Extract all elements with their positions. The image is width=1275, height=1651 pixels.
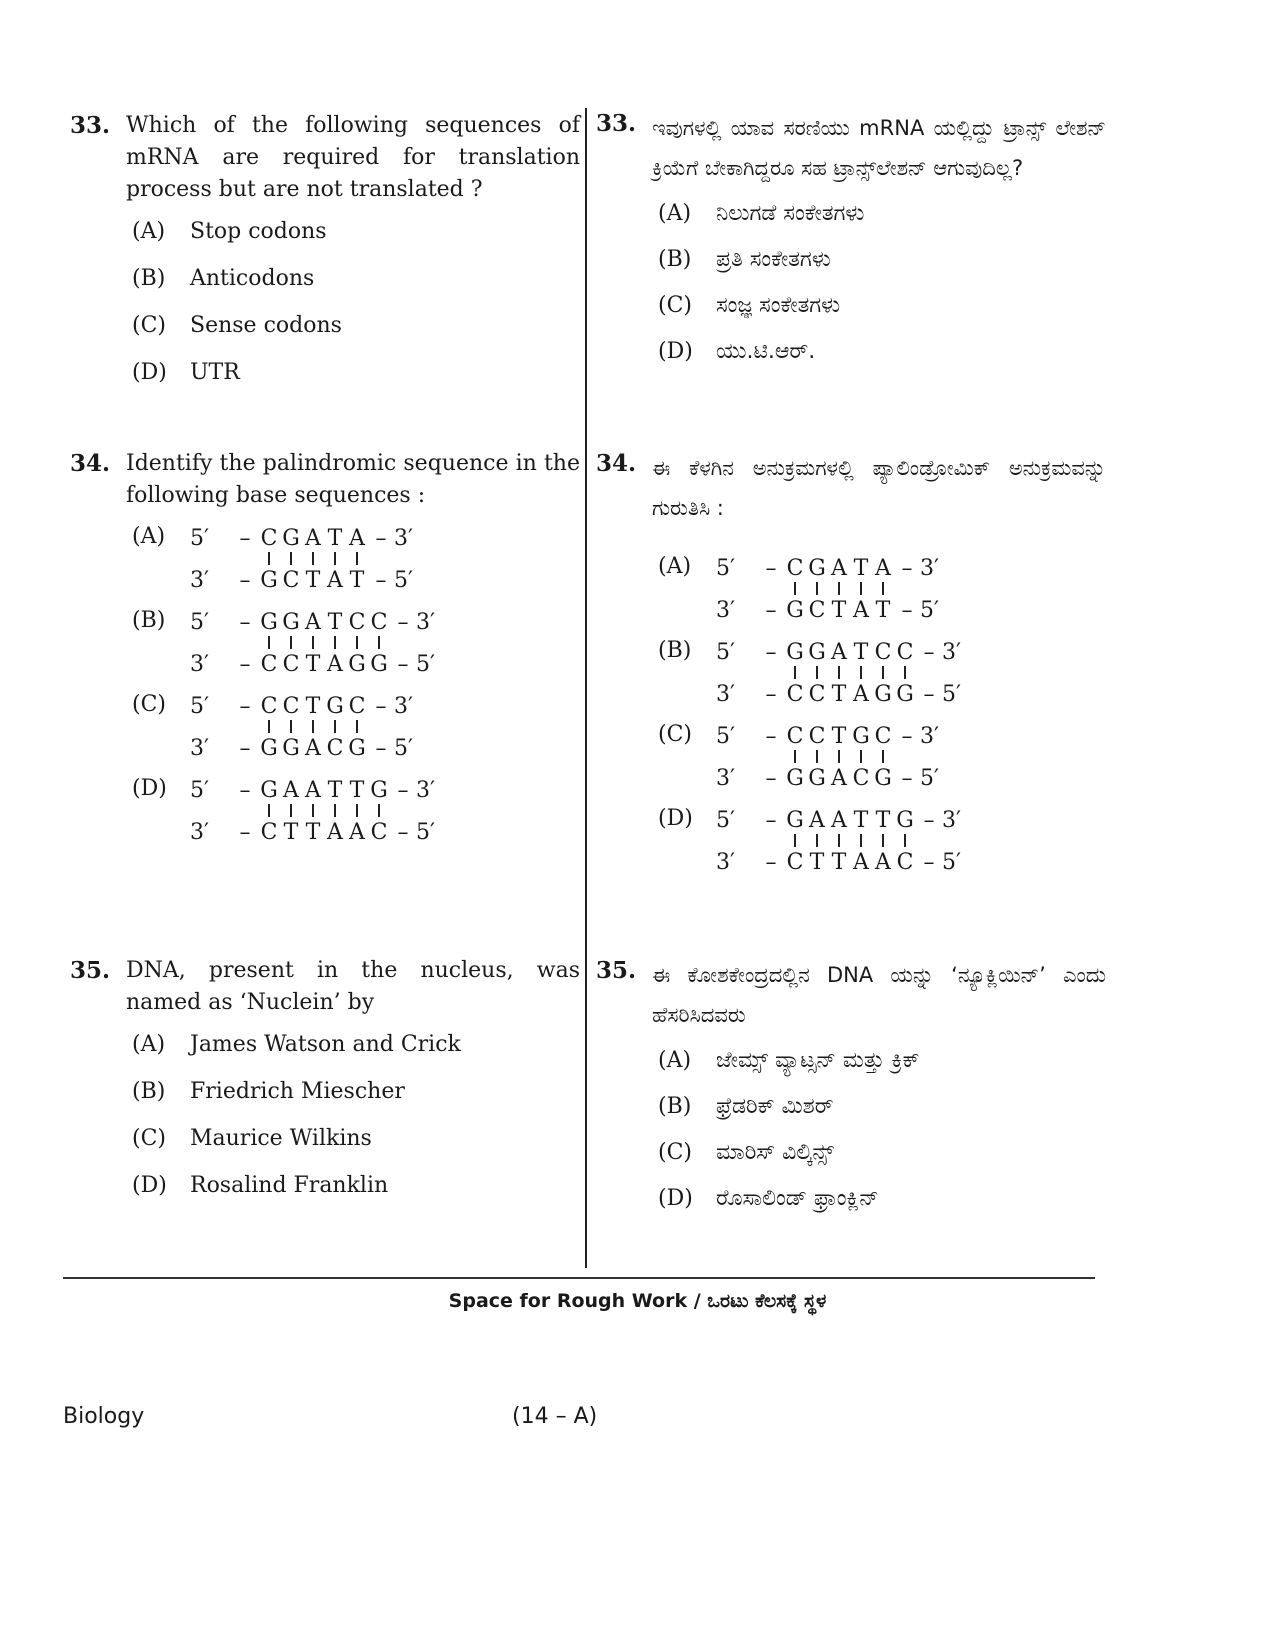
option-d: (D) ಯು.ಟಿ.ಆರ್. bbox=[658, 339, 816, 364]
base: G bbox=[260, 609, 278, 635]
dash: – bbox=[765, 807, 777, 833]
base: T bbox=[305, 567, 321, 593]
dash: – bbox=[923, 681, 935, 707]
option-b: (B) ಫ್ರೆಡರಿಕ್ ಮಿಶರ್ bbox=[658, 1094, 834, 1119]
base: T bbox=[809, 849, 825, 875]
base-pair-bonds bbox=[258, 636, 458, 650]
strand-end-label: 3′ bbox=[190, 651, 209, 677]
base: A bbox=[875, 849, 891, 875]
strand-end-label: 5′ bbox=[394, 735, 413, 761]
base: C bbox=[896, 849, 914, 875]
dash: – bbox=[765, 597, 777, 623]
base: G bbox=[326, 693, 344, 719]
question-35-kn bbox=[596, 955, 1106, 1233]
bond-line bbox=[894, 666, 916, 680]
top-strand bbox=[716, 806, 984, 834]
option-d: (D) UTR bbox=[132, 360, 240, 385]
base: A bbox=[283, 777, 299, 803]
bottom-strand bbox=[716, 680, 984, 708]
base: G bbox=[260, 777, 278, 803]
base: G bbox=[852, 723, 870, 749]
option-c: (C) Maurice Wilkins bbox=[132, 1126, 372, 1151]
base: C bbox=[260, 525, 278, 551]
option-a: (A) James Watson and Crick bbox=[132, 1032, 461, 1057]
bond-line bbox=[368, 804, 390, 818]
strand-end-label: 3′ bbox=[920, 555, 939, 581]
option-c: (C) Sense codons bbox=[132, 313, 342, 338]
option-label: (C) bbox=[132, 692, 166, 717]
sequence-options bbox=[70, 524, 580, 846]
base: G bbox=[786, 765, 804, 791]
base: T bbox=[305, 819, 321, 845]
bottom-strand bbox=[190, 566, 436, 594]
base: G bbox=[282, 609, 300, 635]
top-strand bbox=[190, 608, 458, 636]
strand-end-label: 3′ bbox=[190, 567, 209, 593]
base: T bbox=[349, 777, 365, 803]
base-pair-bonds bbox=[784, 582, 962, 596]
base: A bbox=[305, 525, 321, 551]
base: T bbox=[853, 807, 869, 833]
bottom-strand bbox=[190, 818, 458, 846]
base: A bbox=[809, 807, 825, 833]
dash: – bbox=[239, 525, 251, 551]
bond-line bbox=[258, 720, 280, 734]
dna-duplex bbox=[190, 608, 458, 678]
question-number: 35. bbox=[596, 957, 637, 984]
strand-end-label: 3′ bbox=[716, 681, 735, 707]
question-33-kn bbox=[596, 108, 1106, 386]
base: A bbox=[349, 819, 365, 845]
bond-line bbox=[324, 804, 346, 818]
dash: – bbox=[765, 681, 777, 707]
top-strand bbox=[716, 638, 984, 666]
bond-line bbox=[302, 720, 324, 734]
option-b: (B) Anticodons bbox=[132, 266, 315, 291]
option-label: (C) bbox=[658, 722, 692, 747]
bond-line bbox=[828, 750, 850, 764]
bond-line bbox=[784, 582, 806, 596]
base: A bbox=[853, 597, 869, 623]
base: A bbox=[349, 525, 365, 551]
base: G bbox=[282, 735, 300, 761]
strand-end-label: 3′ bbox=[416, 609, 435, 635]
dash: – bbox=[765, 765, 777, 791]
dash: – bbox=[923, 639, 935, 665]
bond-line bbox=[850, 834, 872, 848]
bond-line bbox=[324, 720, 346, 734]
bond-line bbox=[258, 636, 280, 650]
dash: – bbox=[239, 819, 251, 845]
question-text: DNA, present in the nucleus, was named as ‘Nuclein’ by bbox=[126, 958, 580, 1015]
option-c: (C) ಮಾರಿಸ್ ವಿಲ್ಕಿನ್ಸ್ bbox=[658, 1140, 834, 1165]
dna-duplex bbox=[716, 554, 962, 624]
dna-duplex bbox=[190, 776, 458, 846]
dash: – bbox=[901, 723, 913, 749]
bond-line bbox=[872, 750, 894, 764]
base: C bbox=[370, 609, 388, 635]
base: T bbox=[831, 723, 847, 749]
rough-work-label: Space for Rough Work / ಒರಟು ಕೆಲಸಕ್ಕೆ ಸ್ಥಳ bbox=[448, 1290, 827, 1312]
base: T bbox=[875, 807, 891, 833]
bond-line bbox=[346, 720, 368, 734]
base: G bbox=[896, 807, 914, 833]
base-pair-bonds bbox=[258, 804, 458, 818]
base: A bbox=[831, 555, 847, 581]
bond-line bbox=[368, 636, 390, 650]
dna-duplex bbox=[716, 806, 984, 876]
dash: – bbox=[239, 609, 251, 635]
bond-line bbox=[850, 582, 872, 596]
base: G bbox=[786, 807, 804, 833]
strand-end-label: 3′ bbox=[942, 807, 961, 833]
option-c: (C) ಸಂಜ್ಞ ಸಂಕೇತಗಳು bbox=[658, 293, 841, 318]
page-number: (14 – A) bbox=[512, 1404, 598, 1429]
base: C bbox=[282, 693, 300, 719]
option-d: (D) Rosalind Franklin bbox=[132, 1173, 389, 1198]
base: T bbox=[853, 639, 869, 665]
base: A bbox=[853, 681, 869, 707]
base: A bbox=[831, 765, 847, 791]
bond-line bbox=[806, 834, 828, 848]
base: G bbox=[896, 681, 914, 707]
dash: – bbox=[765, 555, 777, 581]
strand-end-label: 5′ bbox=[190, 777, 209, 803]
dash: – bbox=[765, 849, 777, 875]
base: A bbox=[831, 639, 847, 665]
base: T bbox=[305, 651, 321, 677]
bond-line bbox=[850, 750, 872, 764]
strand-end-label: 5′ bbox=[942, 849, 961, 875]
option-b: (B) ಪ್ರತಿ ಸಂಕೇತಗಳು bbox=[658, 247, 831, 272]
dash: – bbox=[239, 735, 251, 761]
base-pair-bonds bbox=[258, 720, 436, 734]
dash: – bbox=[765, 723, 777, 749]
bond-line bbox=[324, 636, 346, 650]
option-label: (D) bbox=[658, 806, 693, 831]
sequence-options bbox=[596, 554, 1106, 876]
question-35-en bbox=[70, 955, 580, 1221]
dna-duplex bbox=[716, 722, 962, 792]
dash: – bbox=[239, 651, 251, 677]
option-b: (B) Friedrich Miescher bbox=[132, 1079, 405, 1104]
top-strand bbox=[716, 722, 962, 750]
dash: – bbox=[397, 777, 409, 803]
dna-duplex bbox=[716, 638, 984, 708]
strand-end-label: 3′ bbox=[716, 849, 735, 875]
base: C bbox=[260, 651, 278, 677]
question-text: ಈ ಕೋಶಕೇಂದ್ರದಲ್ಲಿನ DNA ಯನ್ನು ‘ನ್ಯೂಕ್ಲಿಯಿನ್’ ಎಂದು ಹೆಸರಿಸಿದವರು bbox=[652, 963, 1106, 1027]
bond-line bbox=[806, 750, 828, 764]
base: C bbox=[786, 723, 804, 749]
base: C bbox=[808, 597, 826, 623]
bond-line bbox=[872, 582, 894, 596]
strand-end-label: 3′ bbox=[942, 639, 961, 665]
bond-line bbox=[280, 720, 302, 734]
footer-rule bbox=[63, 1277, 1095, 1279]
base: C bbox=[282, 651, 300, 677]
base: G bbox=[874, 765, 892, 791]
bond-line bbox=[872, 834, 894, 848]
dash: – bbox=[397, 609, 409, 635]
bottom-strand bbox=[716, 764, 962, 792]
base: A bbox=[853, 849, 869, 875]
base: C bbox=[852, 765, 870, 791]
option-label: (B) bbox=[132, 608, 166, 633]
strand-end-label: 5′ bbox=[394, 567, 413, 593]
dash: – bbox=[375, 693, 387, 719]
option-label: (D) bbox=[132, 776, 167, 801]
base: C bbox=[260, 819, 278, 845]
base: G bbox=[786, 597, 804, 623]
option-a: (A) ಜೇಮ್ಸ್ ವ್ಯಾಟ್ಸನ್ ಮತ್ತು ಕ್ರಿಕ್ bbox=[658, 1048, 920, 1073]
base: A bbox=[327, 819, 343, 845]
base: T bbox=[831, 681, 847, 707]
strand-end-label: 5′ bbox=[716, 639, 735, 665]
strand-end-label: 3′ bbox=[920, 723, 939, 749]
base: C bbox=[348, 609, 366, 635]
base: G bbox=[348, 735, 366, 761]
question-33-en bbox=[70, 110, 580, 408]
bond-line bbox=[784, 834, 806, 848]
base: G bbox=[260, 735, 278, 761]
base: C bbox=[260, 693, 278, 719]
base: C bbox=[808, 723, 826, 749]
bond-line bbox=[280, 636, 302, 650]
question-34-kn bbox=[596, 448, 1106, 890]
sequence-option-c bbox=[132, 692, 580, 762]
strand-end-label: 5′ bbox=[190, 693, 209, 719]
base: C bbox=[874, 723, 892, 749]
strand-end-label: 5′ bbox=[716, 723, 735, 749]
strand-end-label: 3′ bbox=[190, 819, 209, 845]
bond-line bbox=[258, 552, 280, 566]
column-divider bbox=[585, 108, 587, 1268]
base: T bbox=[305, 693, 321, 719]
dash: – bbox=[901, 555, 913, 581]
question-text: Identify the palindromic sequence in the following base sequences : bbox=[126, 451, 580, 508]
option-label: (A) bbox=[132, 524, 166, 549]
bond-line bbox=[784, 750, 806, 764]
option-label: (B) bbox=[658, 638, 692, 663]
dash: – bbox=[375, 735, 387, 761]
option-a: (A) Stop codons bbox=[132, 219, 327, 244]
bond-line bbox=[346, 636, 368, 650]
dna-duplex bbox=[190, 524, 436, 594]
base: A bbox=[305, 609, 321, 635]
base-pair-bonds bbox=[784, 834, 984, 848]
question-34-en bbox=[70, 448, 580, 860]
subject-label: Biology bbox=[63, 1404, 145, 1429]
dash: – bbox=[375, 525, 387, 551]
base: T bbox=[349, 567, 365, 593]
base: G bbox=[808, 639, 826, 665]
base: A bbox=[305, 777, 321, 803]
sequence-option-a bbox=[658, 554, 1106, 624]
strand-end-label: 3′ bbox=[190, 735, 209, 761]
bond-line bbox=[828, 834, 850, 848]
dash: – bbox=[239, 777, 251, 803]
base: C bbox=[786, 555, 804, 581]
base: G bbox=[348, 651, 366, 677]
base: T bbox=[831, 597, 847, 623]
base: A bbox=[831, 807, 847, 833]
bond-line bbox=[828, 666, 850, 680]
option-label: (A) bbox=[658, 554, 692, 579]
strand-end-label: 3′ bbox=[716, 765, 735, 791]
base: G bbox=[260, 567, 278, 593]
dash: – bbox=[765, 639, 777, 665]
strand-end-label: 5′ bbox=[920, 597, 939, 623]
dash: – bbox=[397, 651, 409, 677]
bond-line bbox=[258, 804, 280, 818]
bond-line bbox=[346, 552, 368, 566]
question-text: ಈ ಕೆಳಗಿನ ಅನುಕ್ರಮಗಳಲ್ಲಿ ಪ್ಯಾಲಿಂಡ್ರೋಮಿಕ್ ಅನುಕ್ರಮವನ್ನು ಗುರುತಿಸಿ : bbox=[652, 456, 1106, 520]
bottom-strand bbox=[190, 650, 458, 678]
question-text: ಇವುಗಳಲ್ಲಿ ಯಾವ ಸರಣಿಯು mRNA ಯಲ್ಲಿದ್ದು ಟ್ರಾನ್ಸ್ ಲೇಶನ್ ಕ್ರಿಯೆಗೆ ಬೇಕಾಗಿದ್ದರೂ ಸಹ ಟ್ರಾನ್ಸ್‌ಲೇಶನ್ ಆಗುವುದಿಲ್ಲ? bbox=[652, 116, 1106, 180]
strand-end-label: 5′ bbox=[416, 651, 435, 677]
sequence-option-c bbox=[658, 722, 1106, 792]
dash: – bbox=[239, 693, 251, 719]
bond-line bbox=[784, 666, 806, 680]
top-strand bbox=[190, 524, 436, 552]
question-number: 35. bbox=[70, 957, 111, 984]
base: A bbox=[305, 735, 321, 761]
base: C bbox=[808, 681, 826, 707]
bond-line bbox=[850, 666, 872, 680]
bond-line bbox=[280, 804, 302, 818]
dash: – bbox=[375, 567, 387, 593]
base: A bbox=[327, 567, 343, 593]
dash: – bbox=[923, 849, 935, 875]
dash: – bbox=[901, 597, 913, 623]
base: T bbox=[283, 819, 299, 845]
strand-end-label: 3′ bbox=[416, 777, 435, 803]
bond-line bbox=[324, 552, 346, 566]
bottom-strand bbox=[716, 596, 962, 624]
base: G bbox=[370, 651, 388, 677]
base: C bbox=[282, 567, 300, 593]
base: C bbox=[874, 639, 892, 665]
question-number: 34. bbox=[70, 450, 111, 477]
bond-line bbox=[894, 834, 916, 848]
base: A bbox=[327, 651, 343, 677]
sequence-option-a bbox=[132, 524, 580, 594]
bond-line bbox=[872, 666, 894, 680]
base: T bbox=[327, 609, 343, 635]
top-strand bbox=[716, 554, 962, 582]
base: T bbox=[875, 597, 891, 623]
bond-line bbox=[302, 636, 324, 650]
bond-line bbox=[828, 582, 850, 596]
base-pair-bonds bbox=[258, 552, 436, 566]
base: A bbox=[875, 555, 891, 581]
base: C bbox=[348, 693, 366, 719]
sequence-option-d bbox=[658, 806, 1106, 876]
bond-line bbox=[806, 582, 828, 596]
top-strand bbox=[190, 692, 436, 720]
bond-line bbox=[806, 666, 828, 680]
question-number: 33. bbox=[596, 110, 637, 137]
dash: – bbox=[923, 807, 935, 833]
sequence-option-b bbox=[658, 638, 1106, 708]
base: G bbox=[282, 525, 300, 551]
base: T bbox=[853, 555, 869, 581]
base: G bbox=[874, 681, 892, 707]
bottom-strand bbox=[190, 734, 436, 762]
strand-end-label: 3′ bbox=[716, 597, 735, 623]
top-strand bbox=[190, 776, 458, 804]
strand-end-label: 5′ bbox=[190, 609, 209, 635]
base: T bbox=[831, 849, 847, 875]
base-pair-bonds bbox=[784, 750, 962, 764]
base: T bbox=[327, 525, 343, 551]
question-number: 34. bbox=[596, 450, 637, 477]
strand-end-label: 5′ bbox=[416, 819, 435, 845]
sequence-option-b bbox=[132, 608, 580, 678]
strand-end-label: 5′ bbox=[920, 765, 939, 791]
strand-end-label: 5′ bbox=[716, 555, 735, 581]
base: G bbox=[808, 765, 826, 791]
dash: – bbox=[901, 765, 913, 791]
option-d: (D) ರೊಸಾಲಿಂಡ್ ಫ್ರಾಂಕ್ಲಿನ್ bbox=[658, 1186, 879, 1211]
bond-line bbox=[280, 552, 302, 566]
question-number: 33. bbox=[70, 112, 111, 139]
bottom-strand bbox=[716, 848, 984, 876]
base: C bbox=[370, 819, 388, 845]
dash: – bbox=[397, 819, 409, 845]
strand-end-label: 5′ bbox=[716, 807, 735, 833]
strand-end-label: 3′ bbox=[394, 693, 413, 719]
base-pair-bonds bbox=[784, 666, 984, 680]
sequence-option-d bbox=[132, 776, 580, 846]
bond-line bbox=[346, 804, 368, 818]
strand-end-label: 3′ bbox=[394, 525, 413, 551]
dna-duplex bbox=[190, 692, 436, 762]
bond-line bbox=[302, 552, 324, 566]
base: G bbox=[808, 555, 826, 581]
base: G bbox=[370, 777, 388, 803]
strand-end-label: 5′ bbox=[942, 681, 961, 707]
strand-end-label: 5′ bbox=[190, 525, 209, 551]
question-text: Which of the following sequences of mRNA are required for translation process but are not translated ? bbox=[126, 113, 580, 202]
base: C bbox=[326, 735, 344, 761]
dash: – bbox=[239, 567, 251, 593]
base: C bbox=[786, 681, 804, 707]
bond-line bbox=[302, 804, 324, 818]
base: G bbox=[786, 639, 804, 665]
base: T bbox=[327, 777, 343, 803]
base: C bbox=[896, 639, 914, 665]
base: C bbox=[786, 849, 804, 875]
option-a: (A) ನಿಲುಗಡೆ ಸಂಕೇತಗಳು bbox=[658, 201, 865, 226]
